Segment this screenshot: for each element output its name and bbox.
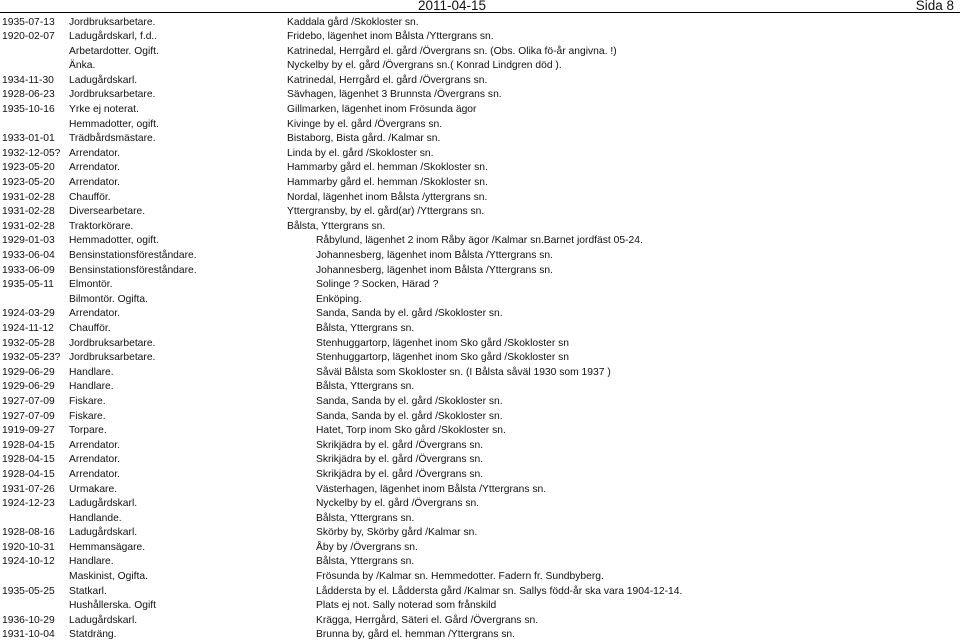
- record-place: Sanda, Sanda by el. gård /Skokloster sn.: [316, 410, 503, 425]
- record-occupation: Arbetardotter. Ogift.: [69, 45, 159, 60]
- record-occupation: Jordbruksarbetare.: [69, 16, 155, 31]
- record-place: Bålsta, Yttergrans sn.: [316, 322, 414, 337]
- record-date: 1929-06-29: [2, 380, 55, 395]
- record-occupation: Yrke ej noterat.: [69, 103, 139, 118]
- record-place: Sävhagen, lägenhet 3 Brunnsta /Övergrans sn.: [287, 88, 502, 103]
- record-date: 1929-06-29: [2, 366, 55, 381]
- record-row: [0, 541, 960, 556]
- record-date: 1929-01-03: [2, 234, 55, 249]
- record-date: 1924-12-23: [2, 497, 55, 512]
- record-place: Låddersta by el. Låddersta gård /Kalmar sn. Sallys född-år ska vara 1904-12-14.: [316, 585, 682, 600]
- header-rule: [0, 12, 960, 13]
- record-occupation: Arrendator.: [69, 161, 120, 176]
- record-place: Frösunda by /Kalmar sn. Hemmedotter. Fadern fr. Sundbyberg.: [316, 570, 604, 585]
- record-date: 1924-11-12: [2, 322, 54, 337]
- record-occupation: Jordbruksarbetare.: [69, 88, 155, 103]
- record-row: [0, 132, 960, 147]
- record-occupation: Hushållerska. Ogift: [69, 599, 156, 614]
- record-place: Kaddala gård /Skokloster sn.: [287, 16, 419, 31]
- record-place: Johannesberg, lägenhet inom Bålsta /Yttergrans sn.: [316, 264, 553, 279]
- record-row: [0, 59, 960, 74]
- record-row: [0, 555, 960, 570]
- record-occupation: Elmontör.: [69, 278, 113, 293]
- record-row: [0, 30, 960, 45]
- record-place: Enköping.: [316, 293, 362, 308]
- record-date: 1933-06-04: [2, 249, 55, 264]
- record-date: 1935-10-16: [2, 103, 55, 118]
- record-row: [0, 570, 960, 585]
- record-date: 1932-05-28: [2, 337, 55, 352]
- record-place: Nordal, lägenhet inom Bålsta /yttergrans sn.: [287, 191, 487, 206]
- record-place: Sanda, Sanda by el. gård /Skokloster sn.: [316, 307, 503, 322]
- record-place: Nyckelby by el. gård /Övergrans sn.: [316, 497, 479, 512]
- record-date: 1924-10-12: [2, 555, 55, 570]
- record-occupation: Arrendator.: [69, 147, 120, 162]
- record-date: 1924-03-29: [2, 307, 55, 322]
- record-row: [0, 264, 960, 279]
- record-occupation: Arrendator.: [69, 468, 120, 483]
- record-place: Fridebo, lägenhet inom Bålsta /Yttergrans sn.: [287, 30, 494, 45]
- record-row: [0, 234, 960, 249]
- record-row: [0, 453, 960, 468]
- record-row: [0, 439, 960, 454]
- record-occupation: Chaufför.: [69, 191, 111, 206]
- record-date: 1931-02-28: [2, 205, 55, 220]
- record-occupation: Jordbruksarbetare.: [69, 351, 155, 366]
- record-place: Hammarby gård el. hemman /Skokloster sn.: [287, 161, 488, 176]
- record-row: [0, 424, 960, 439]
- record-row: [0, 410, 960, 425]
- record-occupation: Diversearbetare.: [69, 205, 145, 220]
- record-place: Hatet, Torp inom Sko gård /Skokloster sn.: [316, 424, 506, 439]
- record-date: 1923-05-20: [2, 176, 55, 191]
- record-place: Kivinge by el. gård /Övergrans sn.: [287, 118, 442, 133]
- record-date: 1935-05-11: [2, 278, 54, 293]
- record-date: 1931-10-04: [2, 628, 55, 643]
- record-occupation: Fiskare.: [69, 395, 106, 410]
- record-place: Råbylund, lägenhet 2 inom Råby ägor /Kalmar sn.Barnet jordfäst 05-24.: [316, 234, 643, 249]
- record-place: Plats ej not. Sally noterad som frånskild: [316, 599, 496, 614]
- record-place: Bistaborg, Bista gård. /Kalmar sn.: [287, 132, 440, 147]
- record-row: [0, 585, 960, 600]
- record-date: 1936-10-29: [2, 614, 55, 629]
- record-place: Stenhuggartorp, lägenhet inom Sko gård /Skokloster sn: [316, 337, 569, 352]
- record-occupation: Ladugårdskarl, f.d..: [69, 30, 157, 45]
- record-row: [0, 220, 960, 235]
- record-date: 1927-07-09: [2, 410, 55, 425]
- record-date: 1931-07-26: [2, 483, 55, 498]
- record-date: 1933-01-01: [2, 132, 55, 147]
- record-date: 1935-05-25: [2, 585, 55, 600]
- record-date: 1935-07-13: [2, 16, 55, 31]
- record-date: 1923-05-20: [2, 161, 55, 176]
- record-place: Bålsta, Yttergrans sn.: [287, 220, 385, 235]
- record-row: [0, 307, 960, 322]
- record-occupation: Torpare.: [69, 424, 107, 439]
- record-place: Bålsta, Yttergrans sn.: [316, 380, 414, 395]
- record-occupation: Maskinist, Ogifta.: [69, 570, 148, 585]
- record-date: 1931-02-28: [2, 191, 55, 206]
- record-row: [0, 191, 960, 206]
- record-date: 1928-08-16: [2, 526, 55, 541]
- record-row: [0, 526, 960, 541]
- record-row: [0, 118, 960, 133]
- record-date: 1931-02-28: [2, 220, 55, 235]
- record-date: 1932-12-05?: [2, 147, 60, 162]
- record-occupation: Handlare.: [69, 555, 114, 570]
- record-row: [0, 161, 960, 176]
- record-place: Nyckelby by el. gård /Övergrans sn.( Konrad Lindgren död ).: [287, 59, 562, 74]
- record-place: Yttergransby, by el. gård(ar) /Yttergrans sn.: [287, 205, 484, 220]
- header-date: 2011-04-15: [418, 0, 486, 13]
- record-list: [0, 16, 960, 643]
- record-row: [0, 74, 960, 89]
- record-row: [0, 278, 960, 293]
- record-place: Linda by el. gård /Skokloster sn.: [287, 147, 434, 162]
- record-place: Brunna by, gård el. hemman /Yttergrans sn.: [316, 628, 515, 643]
- record-occupation: Chaufför.: [69, 322, 111, 337]
- record-date: 1933-06-09: [2, 264, 55, 279]
- record-row: [0, 88, 960, 103]
- record-occupation: Handlare.: [69, 380, 114, 395]
- record-date: 1927-07-09: [2, 395, 55, 410]
- record-row: [0, 205, 960, 220]
- page-number: Sida 8: [916, 0, 954, 13]
- record-row: [0, 468, 960, 483]
- record-place: Krägga, Herrgård, Säteri el. Gård /Övergrans sn.: [316, 614, 538, 629]
- record-row: [0, 351, 960, 366]
- record-place: Stenhuggartorp, lägenhet inom Sko gård /Skokloster sn: [316, 351, 569, 366]
- record-row: [0, 337, 960, 352]
- record-date: 1928-04-15: [2, 468, 55, 483]
- record-occupation: Ladugårdskarl.: [69, 614, 137, 629]
- record-occupation: Arrendator.: [69, 307, 120, 322]
- record-row: [0, 512, 960, 527]
- record-place: Hammarby gård el. hemman /Skokloster sn.: [287, 176, 488, 191]
- record-occupation: Trädbårdsmästare.: [69, 132, 156, 147]
- record-occupation: Arrendator.: [69, 439, 120, 454]
- record-row: [0, 395, 960, 410]
- record-occupation: Ladugårdskarl.: [69, 526, 137, 541]
- record-occupation: Statkarl.: [69, 585, 107, 600]
- record-place: Skrikjädra by el. gård /Övergrans sn.: [316, 468, 483, 483]
- record-place: Gillmarken, lägenhet inom Frösunda ägor: [287, 103, 476, 118]
- record-row: [0, 16, 960, 31]
- record-occupation: Hemmansägare.: [69, 541, 145, 556]
- record-occupation: Urmakare.: [69, 483, 117, 498]
- record-occupation: Ladugårdskarl.: [69, 74, 137, 89]
- record-date: 1934-11-30: [2, 74, 54, 89]
- record-occupation: Handlande.: [69, 512, 122, 527]
- record-place: Åby by /Övergrans sn.: [316, 541, 418, 556]
- record-place: Solinge ? Socken, Härad ?: [316, 278, 439, 293]
- record-row: [0, 147, 960, 162]
- record-occupation: Jordbruksarbetare.: [69, 337, 155, 352]
- record-place: Bålsta, Yttergrans sn.: [316, 512, 414, 527]
- record-date: 1920-10-31: [2, 541, 55, 556]
- record-date: 1928-04-15: [2, 453, 55, 468]
- record-row: [0, 45, 960, 60]
- record-occupation: Hemmadotter, ogift.: [69, 234, 159, 249]
- record-place: Skrikjädra by el. gård /Övergrans sn.: [316, 453, 483, 468]
- record-row: [0, 497, 960, 512]
- record-place: Johannesberg, lägenhet inom Bålsta /Yttergrans sn.: [316, 249, 553, 264]
- record-occupation: Bensinstationsföreståndare.: [69, 249, 197, 264]
- record-row: [0, 599, 960, 614]
- record-occupation: Änka.: [69, 59, 95, 74]
- record-row: [0, 103, 960, 118]
- record-occupation: Fiskare.: [69, 410, 106, 425]
- record-place: Skrikjädra by el. gård /Övergrans sn.: [316, 439, 483, 454]
- record-row: [0, 614, 960, 629]
- record-row: [0, 483, 960, 498]
- record-occupation: Bensinstationsföreståndare.: [69, 264, 197, 279]
- record-place: Sanda, Sanda by el. gård /Skokloster sn.: [316, 395, 503, 410]
- record-row: [0, 628, 960, 643]
- record-occupation: Arrendator.: [69, 453, 120, 468]
- record-row: [0, 380, 960, 395]
- record-place: Katrinedal, Herrgård el. gård /Övergrans sn. (Obs. Olika fö-år angivna. !): [287, 45, 617, 60]
- record-place: Katrinedal, Herrgård el. gård /Övergrans sn.: [287, 74, 487, 89]
- record-date: 1928-06-23: [2, 88, 55, 103]
- record-occupation: Bilmontör. Ogifta.: [69, 293, 148, 308]
- record-occupation: Handlare.: [69, 366, 114, 381]
- record-place: Västerhagen, lägenhet inom Bålsta /Yttergrans sn.: [316, 483, 546, 498]
- record-date: 1919-09-27: [2, 424, 55, 439]
- record-row: [0, 366, 960, 381]
- record-place: Skörby by, Skörby gård /Kalmar sn.: [316, 526, 477, 541]
- record-place: Bålsta, Yttergrans sn.: [316, 555, 414, 570]
- record-row: [0, 249, 960, 264]
- record-occupation: Hemmadotter, ogift.: [69, 118, 159, 133]
- record-occupation: Arrendator.: [69, 176, 120, 191]
- record-row: [0, 322, 960, 337]
- record-date: 1932-05-23?: [2, 351, 60, 366]
- record-row: [0, 176, 960, 191]
- record-date: 1920-02-07: [2, 30, 55, 45]
- record-occupation: Statdräng.: [69, 628, 117, 643]
- record-occupation: Ladugårdskarl.: [69, 497, 137, 512]
- record-place: Såväl Bålsta som Skokloster sn. (I Bålsta såväl 1930 som 1937 ): [316, 366, 611, 381]
- record-row: [0, 293, 960, 308]
- record-occupation: Traktorkörare.: [69, 220, 133, 235]
- record-date: 1928-04-15: [2, 439, 55, 454]
